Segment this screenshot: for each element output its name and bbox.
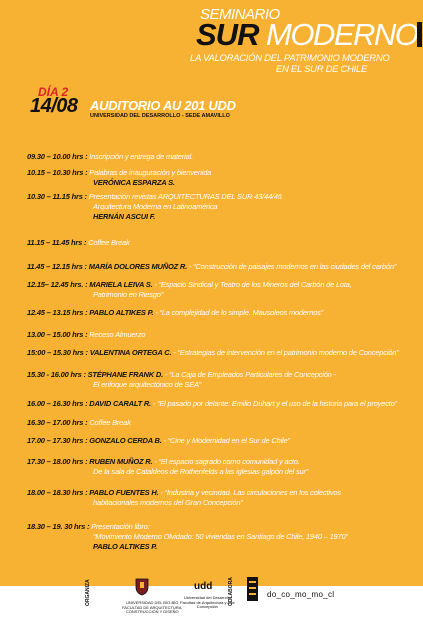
program-talk-title-cont: El enfoque arquitectónico de SEA” (93, 379, 202, 389)
udd-mark-icon (180, 579, 220, 591)
program-speaker: MARIELA LEIVA S. (89, 280, 153, 289)
program-item (27, 488, 341, 508)
program-time: 16.00 – 16.30 hrs : (27, 399, 90, 408)
program-time: 10.30 – 11.15 hrs : (27, 192, 89, 201)
ubb-faculty-1: FACULTAD DE ARQUITECTURA, (122, 604, 183, 610)
program-item (27, 192, 282, 221)
program-line: Presentación libro: (91, 522, 150, 531)
venue-subtitle: UNIVERSIDAD DEL DESARROLLO - SEDE AMAVILLO (90, 113, 230, 119)
program-time: 18.30 – 19. 30 hrs : (27, 522, 92, 531)
subtitle-line-1: LA VALORACIÓN DEL PATRIMONIO MODERNO (190, 53, 390, 64)
program-speaker: MARÍA DOLORES MUÑOZ R. (88, 262, 187, 271)
program-speaker: GONZALO CERDA B. (89, 436, 162, 445)
program-talk-title: - “Construcción de paisajes modernos en las ciudades del carbón” (186, 262, 397, 271)
program-item (27, 522, 348, 551)
program-talk-title: - “Cine y Modernidad en el Sur de Chile” (161, 436, 290, 445)
program-time: 18.00 – 18.30 hrs : (27, 488, 90, 497)
program-speaker: STÉPHANE FRANK D. (87, 370, 163, 379)
program-talk-title-cont: Patrimonio en Riesgo” (93, 289, 164, 299)
program-item (27, 330, 145, 340)
organiza-label: ORGANIZA (85, 579, 91, 606)
ubb-shield-icon (122, 578, 162, 596)
program-talk-title: - “Estrategias de intervención en el patrimonio moderno de Concepción” (171, 348, 399, 357)
seminar-label: SEMINARIO (200, 6, 280, 23)
program-time: 10.15 – 10.30 hrs : (27, 168, 90, 177)
program-speaker: VALENTINA ORTEGA C. (89, 348, 172, 357)
program-item (27, 168, 211, 188)
program-item (27, 308, 323, 318)
program-line: Receso Almuerzo (89, 330, 146, 339)
udd-logo (180, 578, 235, 610)
program-time: 11.15 – 11.45 hrs : (27, 238, 89, 247)
program-line: Inscripción y entrega de material. (89, 152, 193, 161)
program-speaker: DAVID CARALT R. (89, 399, 152, 408)
program-talk-title: - “La Caja de Empleados Particulares de Concepción - (162, 370, 336, 379)
program-speaker: RUBEN MUÑOZ R. (89, 457, 153, 466)
venue-title: AUDITORIO AU 201 UDD (90, 98, 236, 113)
udd-faculty: Facultad de Arquitectura y Arte (180, 599, 235, 605)
program-time: 11.45 – 12.15 hrs : (27, 262, 89, 271)
program-item (27, 280, 352, 300)
program-line: Presentación revistas ARQUITECTURAS DEL SUR 43/44/45 (88, 192, 282, 201)
subtitle-line-2: EN EL SUR DE CHILE (276, 64, 368, 75)
program-item (27, 238, 130, 248)
program-item (27, 399, 397, 409)
arq-sur-mark-icon (246, 576, 260, 602)
day-label: DÍA 2 (38, 85, 69, 99)
udd-name: Universidad del Desarrollo (183, 595, 231, 600)
program-item (27, 436, 290, 446)
program-item (27, 348, 399, 358)
program-line: Palabras de inauguración y bienvenida (89, 168, 212, 177)
program-time: 09.30 – 10.00 hrs : (27, 152, 90, 161)
program-line: Arquitectura Moderna en Latinoamérica (93, 201, 218, 211)
program-line: Coffee Break (88, 238, 130, 247)
ubb-logo (122, 578, 183, 615)
program-talk-title-cont: De la sala de Cataldeos de Rothenfelds a las iglesias galpón del sur” (93, 466, 309, 476)
program-item (27, 418, 131, 428)
program-talk-title: - “La complejidad de lo simple. Mausoleos modernos” (153, 308, 324, 317)
title-bar (417, 22, 422, 47)
program-speaker: PABLO ALTIKES P. (89, 308, 154, 317)
program-talk-title: - “El pasado por delante: Emilio Duhart y el uso de la historia para el proyecto” (151, 399, 397, 408)
ubb-name: UNIVERSIDAD DEL BÍO-BÍO (126, 600, 179, 605)
sponsor-logos (0, 576, 423, 614)
program-talk-title: - “Espacio Sindical y Teatro de los Mineros del Carbón de Lota, (152, 280, 352, 289)
program-talk-title-cont: habitacionales modernos del Gran Concepción” (93, 497, 243, 507)
program-line: Coffee Break (89, 418, 131, 427)
program-time: 12.15– 12.45 hrs. : (27, 280, 90, 289)
title-moderno: MODERNO (266, 17, 418, 52)
program-time: 12.45 – 13.15 hrs : (27, 308, 90, 317)
program-time: 13.00 – 15.00 hrs : (27, 330, 90, 339)
program-time: 15:00 – 15.30 hrs : (27, 348, 90, 357)
program-talk-title: - “El espacio sagrado como comunidad y acto. (152, 457, 300, 466)
program-item (27, 370, 336, 390)
program-line: “Movimiento Moderno Olvidado: 50 viviendas en Santiago de Chile, 1940 – 1970” (93, 531, 348, 541)
program-time: 15.30 - 16.00 hrs : (27, 370, 88, 379)
program-item (27, 457, 308, 477)
docomomo-logo: do_co_mo_mo_cl (267, 590, 335, 599)
colabora-label: COLABORA (228, 577, 234, 606)
program-line: PABLO ALTIKES P. (93, 541, 158, 551)
poster-header (0, 0, 423, 80)
program-line: VERÓNICA ESPARZA S. (93, 177, 175, 187)
program-talk-title: - “Industria y vecindad. Las circulaciones en los colectivos (158, 488, 341, 497)
svg-text:udd: udd (194, 581, 213, 592)
title-sur: SUR (196, 17, 259, 52)
program-time: 16.30 – 17.00 hrs : (27, 418, 90, 427)
program-time: 17.00 – 17.30 hrs : (27, 436, 90, 445)
ubb-faculty-2: CONSTRUCCIÓN Y DISEÑO (125, 609, 179, 614)
program-time: 17.30 – 18.00 hrs : (27, 457, 90, 466)
udd-city: Concepción (196, 604, 218, 609)
program-line: HERNÁN ASCUI F. (93, 211, 156, 221)
arq-sur-logo (246, 576, 260, 607)
day-date: 14/08 (30, 95, 78, 117)
program-item (27, 262, 396, 272)
program-speaker: PABLO FUENTES H. (89, 488, 159, 497)
program-item (27, 152, 193, 162)
